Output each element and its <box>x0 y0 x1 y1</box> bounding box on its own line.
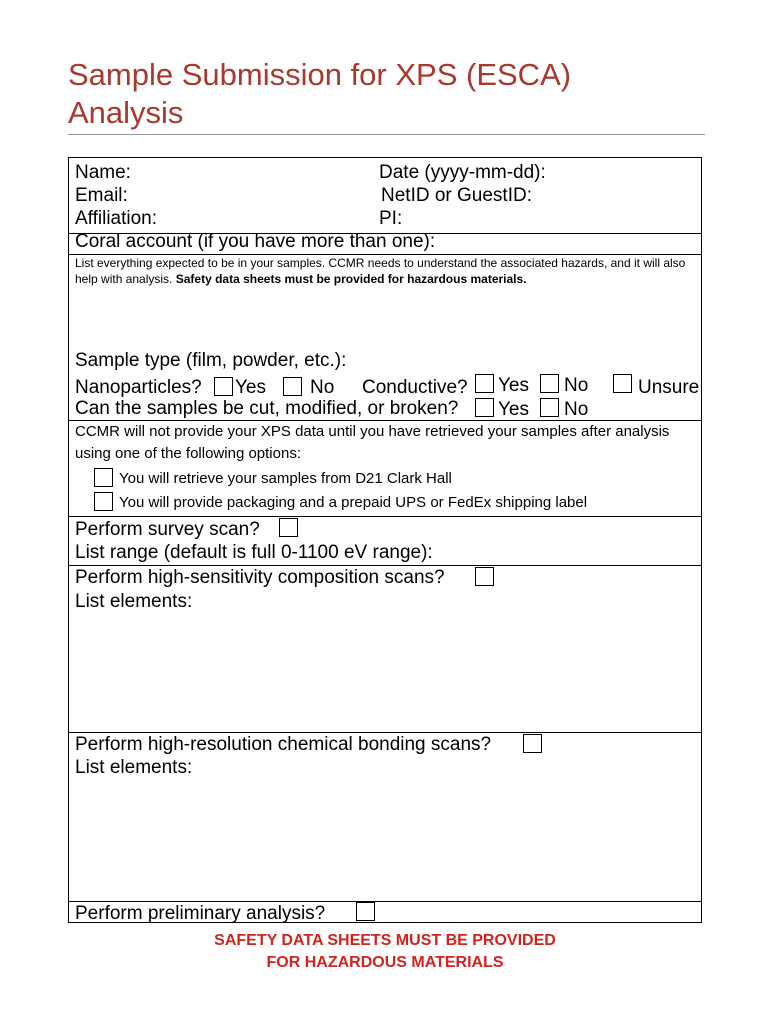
survey-scan-label: Perform survey scan? <box>75 519 260 540</box>
cut-yes-checkbox[interactable] <box>475 398 494 417</box>
pi-label: PI: <box>379 208 403 229</box>
cut-yes-label: Yes <box>498 399 529 420</box>
nanoparticles-yes-checkbox[interactable] <box>214 377 233 396</box>
preliminary-analysis-checkbox[interactable] <box>356 902 375 921</box>
page-title <box>68 56 708 132</box>
bonding-scan-checkbox[interactable] <box>523 734 542 753</box>
samples-instructions-bold: Safety data sheets must be provided for hazardous materials. <box>175 272 527 286</box>
conductive-yes-checkbox[interactable] <box>475 374 494 393</box>
conductive-no-label: No <box>564 375 589 396</box>
date-label: Date (yyyy-mm-dd): <box>379 162 546 183</box>
bonding-scan-label: Perform high-resolution chemical bonding scans? <box>75 734 492 755</box>
shipping-option-label: You will provide packaging and a prepaid UPS or FedEx shipping label <box>119 494 588 511</box>
composition-scan-checkbox[interactable] <box>475 567 494 586</box>
safety-warning-line-1: SAFETY DATA SHEETS MUST BE PROVIDED <box>214 932 556 949</box>
affiliation-label: Affiliation: <box>75 208 158 229</box>
survey-scan-checkbox[interactable] <box>279 518 298 537</box>
composition-elements-label: List elements: <box>75 591 193 612</box>
section-divider-3 <box>69 516 701 517</box>
cut-no-label: No <box>564 399 589 420</box>
composition-scan-label: Perform high-sensitivity composition scans? <box>75 567 445 588</box>
retrieval-intro: CCMR will not provide your XPS data until you have retrieved your samples after analysis using one of the following options: <box>75 423 670 462</box>
submission-form <box>68 157 702 923</box>
retrieve-option-checkbox[interactable] <box>94 468 113 487</box>
shipping-option-checkbox[interactable] <box>94 492 113 511</box>
title-line-1: Sample Submission for XPS (ESCA) <box>68 57 572 92</box>
nanoparticles-no-label: No <box>310 377 335 398</box>
conductive-unsure-label: Unsure <box>638 377 700 398</box>
title-divider <box>68 134 705 135</box>
netid-label: NetID or GuestID: <box>381 185 532 206</box>
safety-warning-line-2: FOR HAZARDOUS MATERIALS <box>266 954 504 971</box>
sample-type-label: Sample type (film, powder, etc.): <box>75 350 347 371</box>
range-label: List range (default is full 0-1100 eV range): <box>75 542 433 563</box>
bonding-elements-label: List elements: <box>75 757 193 778</box>
retrieve-option-label: You will retrieve your samples from D21 Clark Hall <box>119 470 452 487</box>
conductive-yes-label: Yes <box>498 375 529 396</box>
nanoparticles-no-checkbox[interactable] <box>283 377 302 396</box>
samples-instructions-text: List everything expected to be in your samples. CCMR needs to understand the associated hazards, and it will also help with analysis. <box>75 256 686 286</box>
conductive-unsure-checkbox[interactable] <box>613 374 632 393</box>
preliminary-analysis-label: Perform preliminary analysis? <box>75 903 326 924</box>
nanoparticles-label: Nanoparticles? <box>75 377 202 398</box>
title-line-2: Analysis <box>68 95 184 130</box>
cut-samples-label: Can the samples be cut, modified, or broken? <box>75 398 459 419</box>
email-label: Email: <box>75 185 128 206</box>
nanoparticles-yes-label: Yes <box>235 377 266 398</box>
conductive-no-checkbox[interactable] <box>540 374 559 393</box>
samples-instructions <box>75 255 695 287</box>
conductive-label: Conductive? <box>362 377 468 398</box>
name-label: Name: <box>75 162 131 183</box>
cut-no-checkbox[interactable] <box>540 398 559 417</box>
coral-account-label: Coral account (if you have more than one): <box>75 231 436 252</box>
